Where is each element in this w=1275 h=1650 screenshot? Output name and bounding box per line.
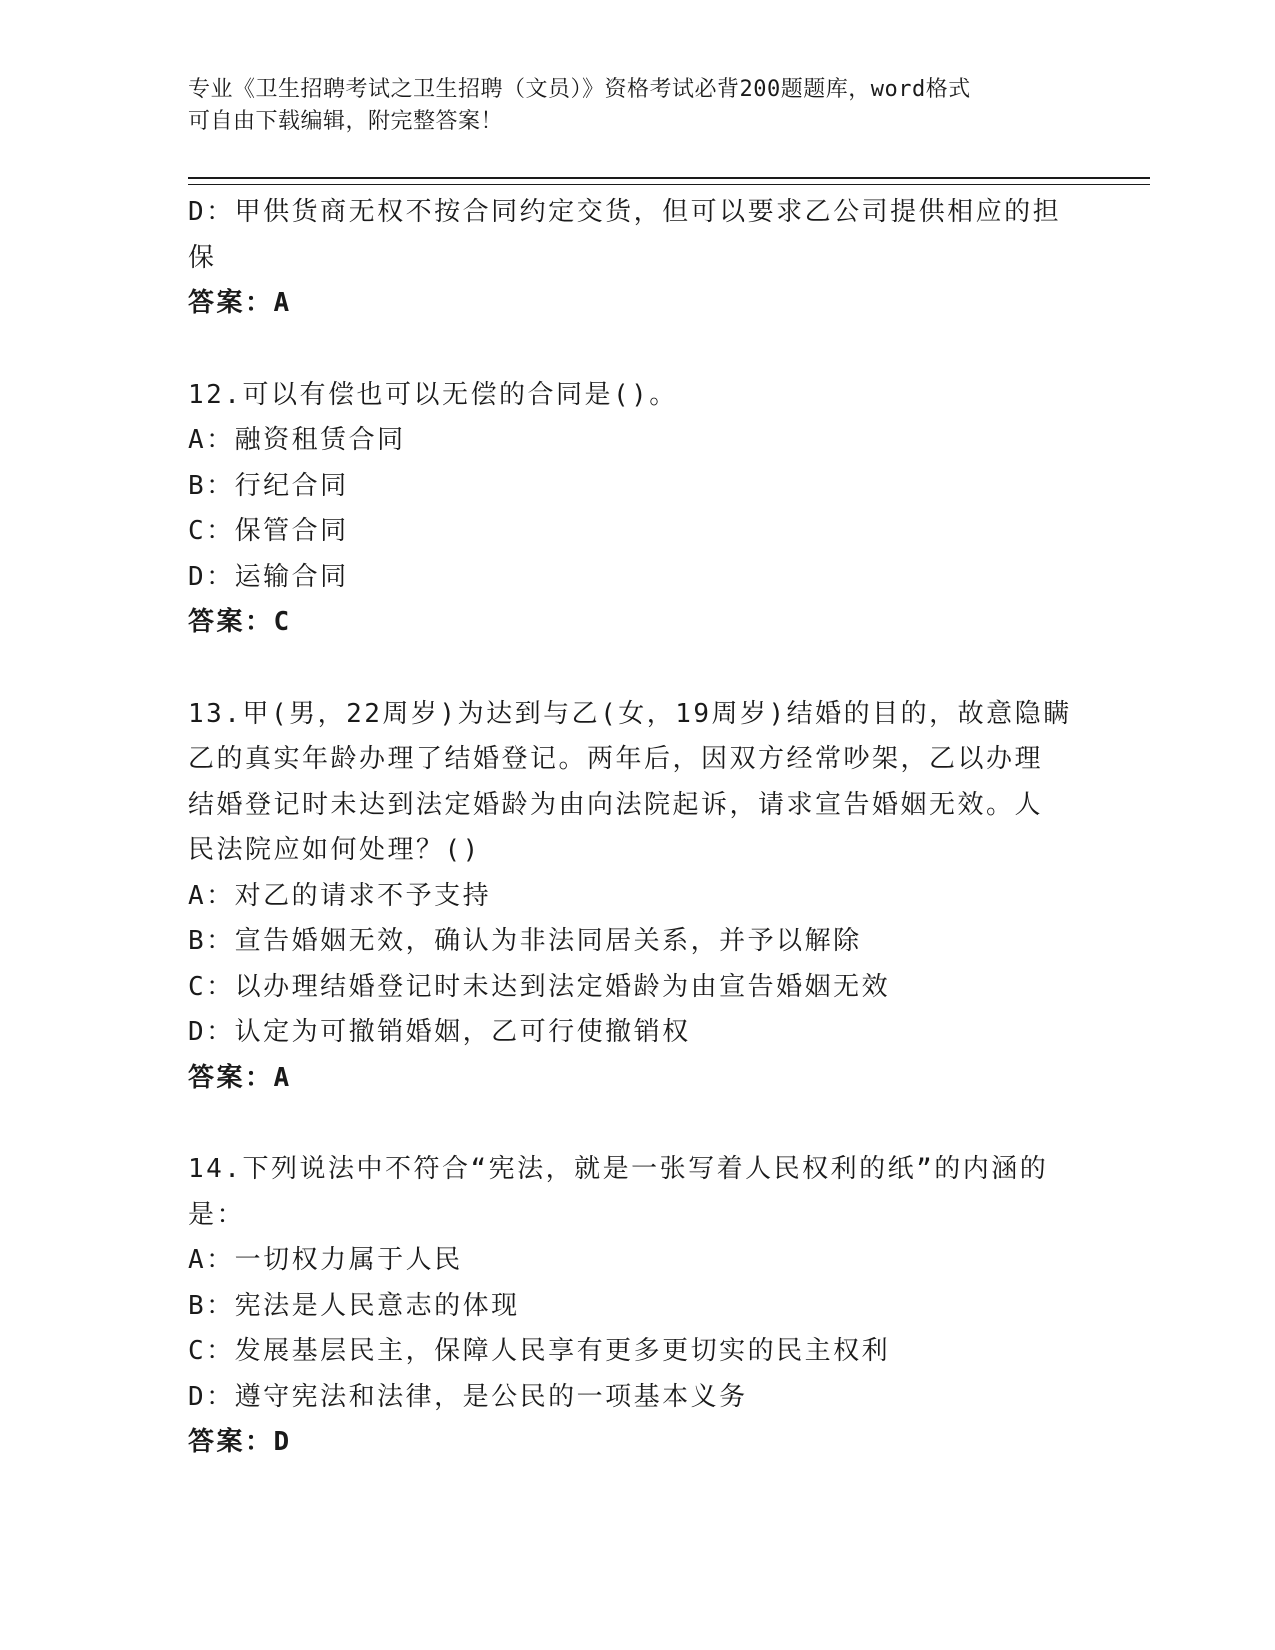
spacer — [188, 327, 1088, 373]
answer-line: 答案：A — [188, 1062, 292, 1093]
option-b: B：行纪合同 — [188, 470, 349, 501]
answer-line: 答案：C — [188, 607, 292, 637]
spacer — [188, 646, 1088, 692]
question-stem-line: 14.下列说法中不符合“宪法，就是一张写着人民权利的纸”的内涵的 — [188, 1154, 1049, 1184]
option-a: A：一切权力属于人民 — [188, 1245, 463, 1275]
answer-line: 答案：A — [188, 288, 292, 318]
option-a: A：融资租赁合同 — [188, 425, 406, 455]
document-header — [188, 74, 1068, 138]
option-c: C：发展基层民主，保障人民享有更多更切实的民主权利 — [188, 1336, 891, 1366]
question-stem-line: 结婚登记时未达到法定婚龄为由向法院起诉，请求宣告婚姻无效。人 — [188, 789, 1044, 820]
option-d: D：遵守宪法和法律，是公民的一项基本义务 — [188, 1381, 748, 1412]
option-c: C：保管合同 — [188, 516, 349, 546]
question-stem-line: 13.甲(男，22周岁)为达到与乙(女，19周岁)结婚的目的，故意隐瞒 — [188, 698, 1072, 729]
header-line-2: 可自由下载编辑，附完整答案！ — [188, 109, 504, 134]
question-stem-line: 是： — [188, 1199, 246, 1230]
spacer — [188, 1101, 1088, 1147]
header-divider — [188, 177, 1150, 185]
answer-line: 答案：D — [188, 1427, 292, 1457]
option-a: A：对乙的请求不予支持 — [188, 880, 492, 911]
option-d-line-1: D：甲供货商无权不按合同约定交货，但可以要求乙公司提供相应的担 — [188, 197, 1062, 227]
question-12 — [188, 373, 1088, 646]
question-14 — [188, 1147, 1088, 1466]
option-b: B：宣告婚姻无效，确认为非法同居关系，并予以解除 — [188, 926, 862, 956]
option-c: C：以办理结婚登记时未达到法定婚龄为由宣告婚姻无效 — [188, 971, 891, 1002]
question-stem-line: 乙的真实年龄办理了结婚登记。两年后，因双方经常吵架，乙以办理 — [188, 744, 1044, 774]
question-13 — [188, 692, 1088, 1102]
question-content — [188, 190, 1088, 1466]
question-stem-line: 民法院应如何处理？() — [188, 835, 481, 865]
question-stem-line: 12.可以有偿也可以无偿的合同是()。 — [188, 379, 678, 410]
header-line-1: 专业《卫生招聘考试之卫生招聘（文员）》资格考试必背200题题库，word格式 — [188, 77, 971, 102]
option-d: D：运输合同 — [188, 561, 349, 592]
option-d-line-2: 保 — [188, 242, 217, 273]
option-d: D：认定为可撤销婚姻，乙可行使撤销权 — [188, 1017, 691, 1047]
option-b: B：宪法是人民意志的体现 — [188, 1290, 520, 1321]
carryover-block — [188, 190, 1088, 327]
